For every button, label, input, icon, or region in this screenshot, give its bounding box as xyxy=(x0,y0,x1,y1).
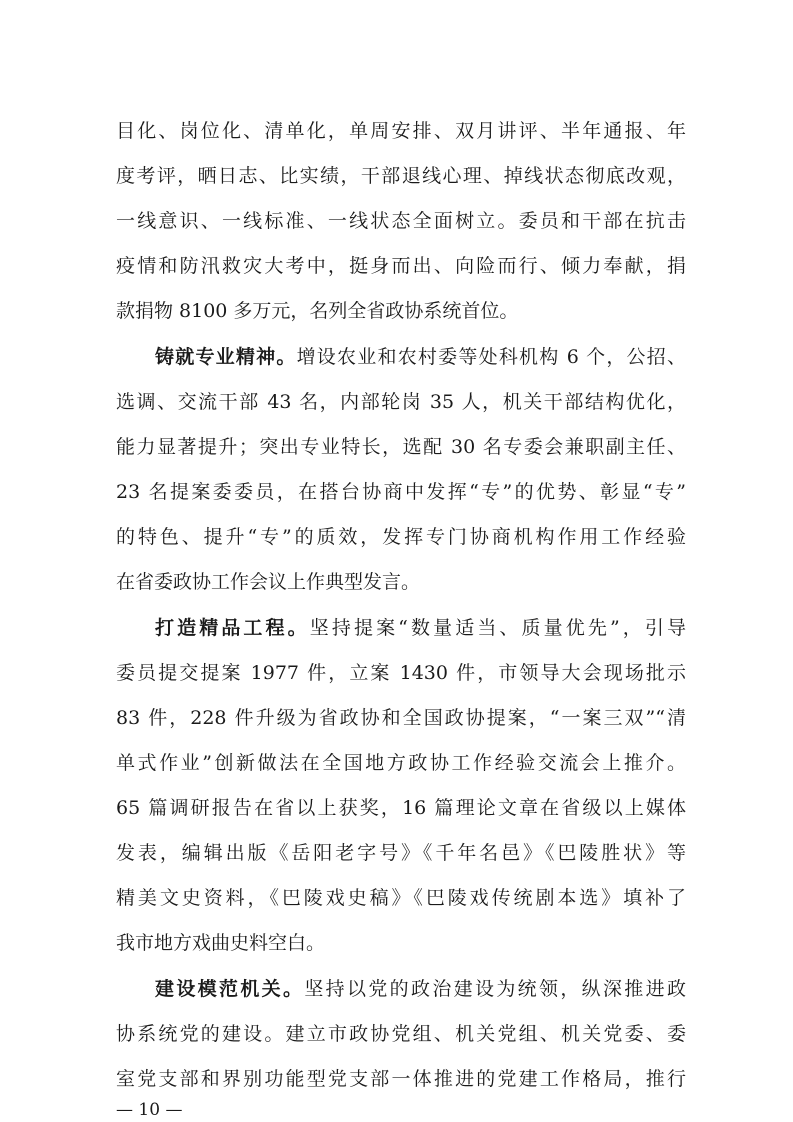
body-line: 发表，编辑出版《岳阳老字号》《千年名邑》《巴陵胜状》等 xyxy=(116,842,686,864)
body-line: 单式作业”创新做法在全国地方政协工作经验交流会上推介。 xyxy=(116,752,686,774)
body-line: 在省委政协工作会议上作典型发言。 xyxy=(116,571,421,593)
body-line: 能力显著提升；突出专业特长，选配 30 名专委会兼职副主任、 xyxy=(116,436,686,458)
body-line: 我市地方戏曲史料空白。 xyxy=(116,932,326,954)
body-line: 室党支部和界别功能型党支部一体推进的党建工作格局，推行 xyxy=(116,1068,686,1090)
body-line: 协系统党的建设。建立市政协党组、机关党组、机关党委、委 xyxy=(116,1023,686,1045)
body-text: 增设农业和农村委等处科机构 6 个，公招、 xyxy=(296,346,686,368)
body-text: 坚持提案“数量适当、质量优先”，引导 xyxy=(309,617,686,639)
body-text: 坚持以党的政治建设为统领，纵深推进政 xyxy=(304,978,686,1000)
body-line: 疫情和防汛救灾大考中，挺身而出、向险而行、倾力奉献，捐 xyxy=(116,255,686,277)
body-line: 选调、交流干部 43 名，内部轮岗 35 人，机关干部结构优化， xyxy=(116,391,686,413)
body-line: 度考评，晒日志、比实绩，干部退线心理、掉线状态彻底改观， xyxy=(116,165,686,187)
paragraph-first-line xyxy=(155,608,686,648)
body-line: 83 件，228 件升级为省政协和全国政协提案，“一案三双”“清 xyxy=(116,707,686,729)
body-line: 精美文史资料，《巴陵戏史稿》《巴陵戏传统剧本选》填补了 xyxy=(116,887,686,909)
body-line: 目化、岗位化、清单化，单周安排、双月讲评、半年通报、年 xyxy=(116,120,686,142)
body-line: 65 篇调研报告在省以上获奖，16 篇理论文章在省级以上媒体 xyxy=(116,797,686,819)
section-heading: 建设模范机关。 xyxy=(155,978,305,1000)
paragraph-first-line xyxy=(155,969,686,1009)
body-line: 23 名提案委委员，在搭台协商中发挥“专”的优势、彰显“专” xyxy=(116,481,686,503)
section-heading: 铸就专业精神。 xyxy=(155,346,297,368)
body-line: 委员提交提案 1977 件，立案 1430 件，市领导大会现场批示 xyxy=(116,662,686,684)
section-heading: 打造精品工程。 xyxy=(155,617,310,639)
body-line: 一线意识、一线标准、一线状态全面树立。委员和干部在抗击 xyxy=(116,210,686,232)
paragraph-first-line xyxy=(155,337,686,377)
body-line: 款捐物 8100 多万元，名列全省政协系统首位。 xyxy=(116,300,519,322)
page-number: — 10 — xyxy=(116,1100,183,1120)
body-line: 的特色、提升“专”的质效，发挥专门协商机构作用工作经验 xyxy=(116,526,686,548)
